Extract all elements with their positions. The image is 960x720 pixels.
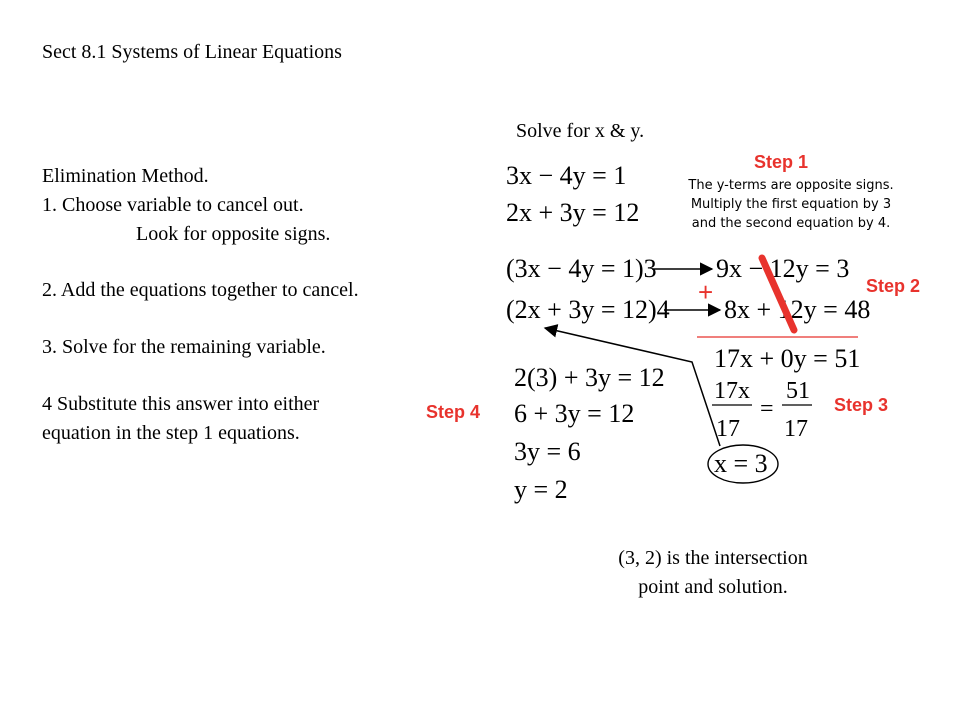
method-step-4-cont: equation in the step 1 equations. <box>42 422 300 444</box>
step-2-label: Step 2 <box>866 276 921 296</box>
method-step-1-hint: Look for opposite signs. <box>136 223 331 245</box>
step-3-label: Step 3 <box>834 395 889 415</box>
x-result: x = 3 <box>714 449 768 478</box>
plus-sign: + <box>698 277 714 307</box>
step-1-label: Step 1 <box>754 152 809 172</box>
substitution-step-3: 3y = 6 <box>514 437 581 466</box>
multiplied-equation-2: (2x + 3y = 12)4 <box>506 295 670 324</box>
fraction-right-numerator: 51 <box>786 378 810 404</box>
method-step-2: 2. Add the equations together to cancel. <box>42 279 359 301</box>
scaled-equation-1: 9x − 12y = 3 <box>716 254 850 283</box>
solve-prompt: Solve for x & y. <box>516 120 645 142</box>
substitution-step-2: 6 + 3y = 12 <box>514 399 635 428</box>
conclusion <box>560 544 866 602</box>
substitution-step-1: 2(3) + 3y = 12 <box>514 363 665 392</box>
sum-equation: 17x + 0y = 51 <box>714 344 861 373</box>
system-equation-1: 3x − 4y = 1 <box>506 161 627 190</box>
substitution-step-4: y = 2 <box>514 475 568 504</box>
conclusion-line: point and solution. <box>638 576 788 598</box>
scaled-equation-2: 8x + 12y = 48 <box>724 295 871 324</box>
fraction-equals: = <box>760 396 774 422</box>
fraction-left-denominator: 17 <box>716 416 740 442</box>
step-1-note-line: The y-terms are opposite signs. <box>688 178 894 193</box>
method-heading: Elimination Method. <box>42 165 209 187</box>
system-equation-2: 2x + 3y = 12 <box>506 198 640 227</box>
method-step-3: 3. Solve for the remaining variable. <box>42 336 326 358</box>
method-step-4: 4 Substitute this answer into either <box>42 393 320 415</box>
method-step-1: 1. Choose variable to cancel out. <box>42 194 304 216</box>
page-title: Sect 8.1 Systems of Linear Equations <box>42 41 342 63</box>
conclusion-line: (3, 2) is the intersection <box>618 547 808 569</box>
step-1-note-line: Multiply the first equation by 3 <box>690 197 892 212</box>
fraction-right-denominator: 17 <box>784 416 808 442</box>
fraction-left-numerator: 17x <box>714 378 750 404</box>
step-1-note-line: and the second equation by 4. <box>691 216 891 231</box>
step-4-label: Step 4 <box>426 402 481 422</box>
multiplied-equation-1: (3x − 4y = 1)3 <box>506 254 657 283</box>
